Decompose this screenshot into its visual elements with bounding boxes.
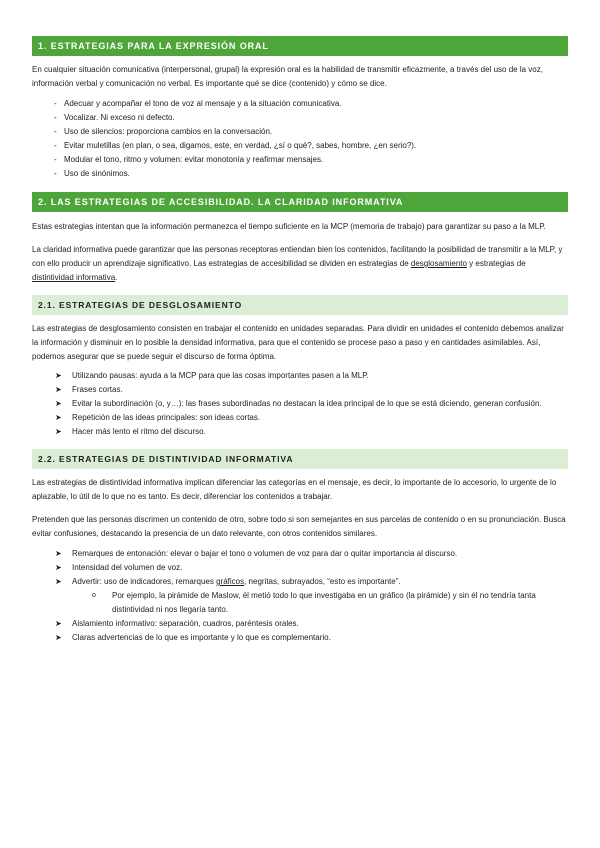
document-page [32,36,568,645]
list-item: ➤ Utilizando pausas: ayuda a la MCP para que las cosas importantes pasen a la MLP. [32,369,568,383]
list-item: ➤ Hacer más lento el ritmo del discurso. [32,425,568,439]
list-item: ➤ Aislamiento informativo: separación, cuadros, paréntesis orales. [32,617,568,631]
dash-bullet: - [54,169,57,178]
list-item: - Adecuar y acompañar el tono de voz al mensaje y a la situación comunicativa. [32,97,568,111]
underlined-term: desglosamiento [410,259,467,268]
section-1-heading: 1. ESTRATEGIAS PARA LA EXPRESIÓN ORAL [32,36,568,56]
list-item: - Uso de silencios: proporciona cambios en la conversación. [32,125,568,139]
dash-bullet: - [54,141,57,150]
dash-bullet: - [54,113,57,122]
arrow-bullet-icon: ➤ [55,371,62,380]
arrow-bullet-icon: ➤ [55,619,62,628]
list-item: ➤ Claras advertencias de lo que es importante y lo que es complementario. [32,631,568,645]
section-2-2-paragraph-2: Pretenden que las personas discrimen un contenido de otro, sobre todo si son semejantes en sus parcelas de contenido o en su pronunciación. Busca evitar confusiones, destacando la presencia de un dato relevante, con otros contenidos similares. [32,515,566,538]
list-item: ➤ Remarques de entonación: elevar o bajar el tono o volumen de voz para dar o quitar importancia al discurso. [32,547,568,561]
arrow-bullet-icon: ➤ [55,413,62,422]
list-item: ➤ Frases cortas. [32,383,568,397]
underlined-term: gráficos [216,577,245,586]
list-item: - Modular el tono, ritmo y volumen: evitar monotonía y reafirmar mensajes. [32,153,568,167]
section-2-2-list [32,547,568,589]
section-2-2-paragraph-1: Las estrategias de distintividad informativa implican diferenciar las categorías en el mensaje, es decir, lo importante de lo accesorio, lo urgente de lo aplazable, lo útil de lo que no es tanto. Es decir, diferenciar los contenidos a trabajar. [32,478,557,501]
arrow-bullet-icon: ➤ [55,399,62,408]
list-item: ➤ Advertir: uso de indicadores, remarques gráficos, negritas, subrayados, “esto es importante”. [32,575,568,589]
section-2-paragraph-1: Estas estrategias intentan que la información permanezca el tiempo suficiente en la MCP (memoria de trabajo) para garantizar su paso a la MLP. [32,222,546,231]
list-item: ➤ Evitar la subordinación (o, y…): las frases subordinadas no destacan la idea principal de lo que se está diciendo, generan confusión. [32,397,568,411]
dash-bullet: - [54,127,57,136]
section-2-2-heading: 2.2. ESTRATEGIAS DE DISTINTIVIDAD INFORMATIVA [32,449,568,469]
underlined-term: distintividad informativa [32,273,116,282]
section-1-intro: En cualquier situación comunicativa (interpersonal, grupal) la expresión oral es la habilidad de transmitir eficazmente, a través del uso de la voz, información verbal y comunicación no verbal. Es importante qué se dice (contenido) y cómo se dice. [32,65,543,88]
list-item: - Vocalizar. Ni exceso ni defecto. [32,111,568,125]
section-2-2-sublist [32,589,568,617]
section-2-1-heading: 2.1. ESTRATEGIAS DE DESGLOSAMIENTO [32,295,568,315]
arrow-bullet-icon: ➤ [55,549,62,558]
arrow-bullet-icon: ➤ [55,427,62,436]
section-1-list [32,97,568,181]
arrow-bullet-icon: ➤ [55,563,62,572]
section-2-1-list [32,369,568,439]
arrow-bullet-icon: ➤ [55,385,62,394]
dash-bullet: - [54,155,57,164]
list-item: ➤ Repetición de las ideas principales: son ideas cortas. [32,411,568,425]
section-2-paragraph-2: La claridad informativa puede garantizar que las personas receptoras entiendan bien los contenidos, facilitando la posibilidad de transmitir a la MLP, y con ello producir un aprendizaje significativo. Las estrategias de accesibilidad se dividen en estrategias de desglosamiento y estrategias de distintividad informativa. [32,245,563,282]
sub-list-item: o Por ejemplo, la pirámide de Maslow, él metió todo lo que investigaba en un gráfico (la pirámide) y sin él no tendría tanta distintividad ni nos llegaría tanto. [92,591,536,614]
arrow-bullet-icon: ➤ [55,633,62,642]
arrow-bullet-icon: ➤ [55,577,62,586]
section-2-heading: 2. LAS ESTRATEGIAS DE ACCESIBILIDAD. LA CLARIDAD INFORMATIVA [32,192,568,212]
list-item: - Uso de sinónimos. [32,167,568,181]
section-2-1-paragraph: Las estrategias de desglosamiento consisten en trabajar el contenido en unidades separadas. Para dividir en unidades el contenido debemos analizar la información y disminuir en lo posible la densidad informativa, para que el contenido se procese paso a paso y en cantidades asimilables. Así, podemos asegurar que se puede seguir el discurso de forma óptima. [32,324,564,361]
circle-bullet-icon: o [92,592,96,599]
list-item: - Evitar muletillas (en plan, o sea, digamos, este, en verdad, ¿sí o qué?, sabes, hombre, ¿en serio?). [32,139,568,153]
list-item: ➤ Intensidad del volumen de voz. [32,561,568,575]
section-2-2-list-continued [32,617,568,645]
dash-bullet: - [54,99,57,108]
